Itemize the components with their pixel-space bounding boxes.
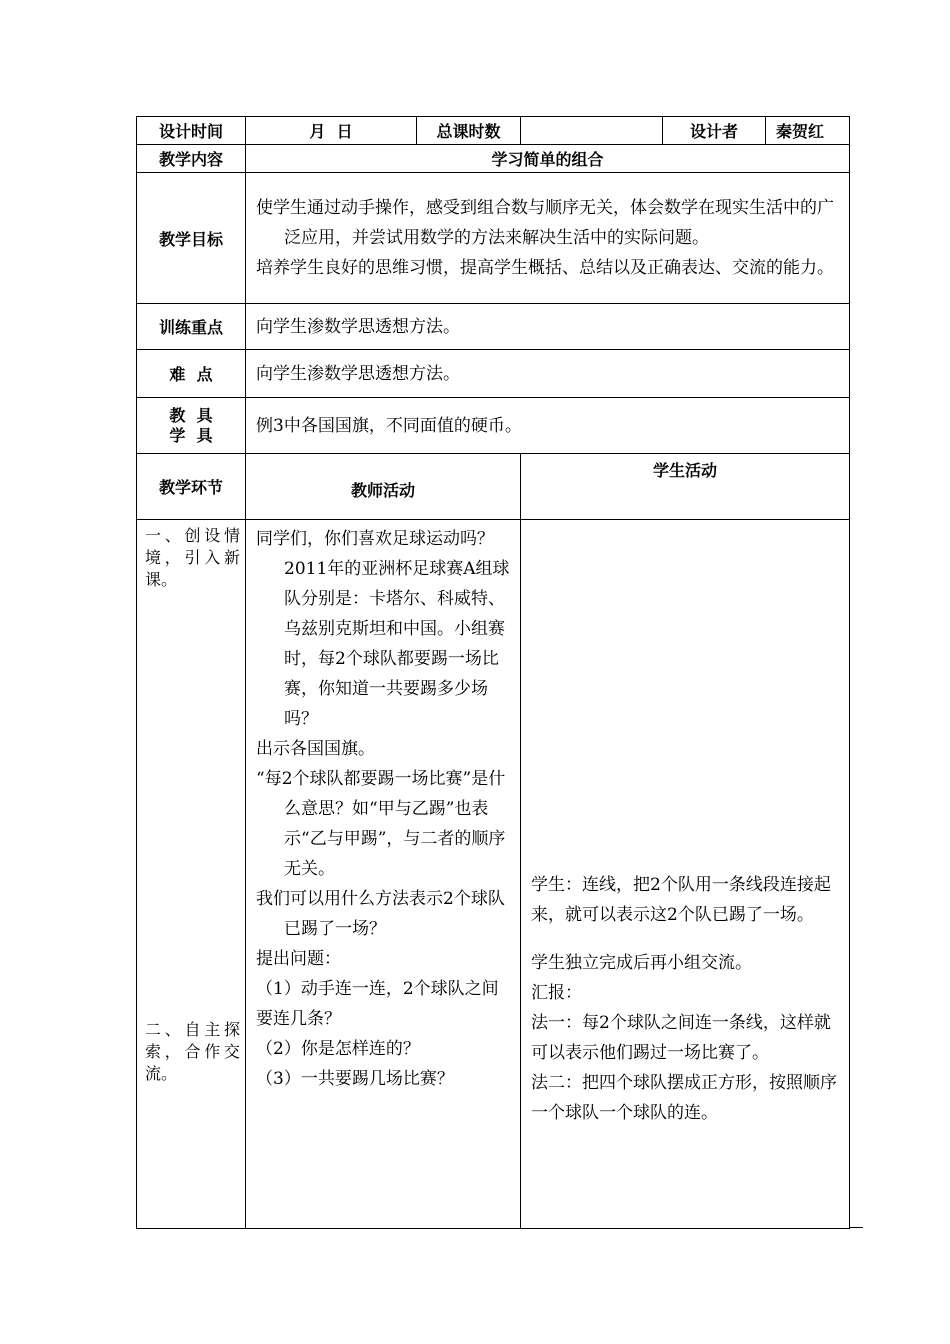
tools-label xyxy=(137,398,246,454)
key-point-value: 向学生渗数学思透想方法。 xyxy=(246,304,850,350)
teacher-activity: （1）动手连一连，2个球队之间要连几条？ xyxy=(256,979,499,1029)
content-value: 学习简单的组合 xyxy=(246,145,850,173)
content-row xyxy=(137,145,850,173)
difficulty-value: 向学生渗数学思透想方法。 xyxy=(246,350,850,398)
teacher-activity: （2）你是怎样连的？ xyxy=(256,1039,420,1059)
student-activity-column xyxy=(521,520,850,1229)
tools-row xyxy=(137,398,850,454)
total-hours-value xyxy=(521,117,663,145)
teaching-tools-label: 教 具 xyxy=(169,405,213,425)
key-point-label: 训练重点 xyxy=(137,304,246,350)
teacher-activity-column xyxy=(246,520,521,1229)
student-activity: 学生：连线，把2个队用一条线段连接起来，就可以表示这2个队已踢了一场。 xyxy=(531,875,831,925)
objective-item: 使学生通过动手操作，感受到组合数与顺序无关，体会数学在现实生活中的广泛应用，并尝试用数学的方法来解决生活中的实际问题。 xyxy=(256,198,834,248)
designer-name: 秦贺红 xyxy=(766,117,850,145)
objectives-row xyxy=(137,173,850,304)
teacher-activity: （3）一共要踢几场比赛？ xyxy=(256,1069,454,1089)
learning-tools-label: 学 具 xyxy=(169,425,213,445)
difficulty-label: 难 点 xyxy=(137,350,246,398)
objective-item: 培养学生良好的思维习惯，提高学生概括、总结以及正确表达、交流的能力。 xyxy=(256,258,834,278)
student-activity: 法二：把四个球队摆成正方形，按照顺序一个球队一个球队的连。 xyxy=(531,1073,837,1123)
student-activity: 法一：每2个球队之间连一条线，这样就可以表示他们踢过一场比赛了。 xyxy=(531,1013,831,1063)
content-label: 教学内容 xyxy=(137,145,246,173)
teacher-activity-header: 教师活动 xyxy=(246,454,521,520)
total-hours-label: 总课时数 xyxy=(417,117,521,145)
designer-label: 设计者 xyxy=(663,117,766,145)
date-value: 月 日 xyxy=(246,117,417,145)
student-activity: 汇报： xyxy=(531,983,582,1003)
process-header-row xyxy=(137,454,850,520)
teacher-activity: 提出问题： xyxy=(256,949,341,969)
key-point-row xyxy=(137,304,850,350)
stage-header: 教学环节 xyxy=(137,454,246,520)
spacer xyxy=(531,930,839,948)
objectives-label: 教学目标 xyxy=(137,173,246,304)
tools-value: 例3中各国国旗，不同面值的硬币。 xyxy=(246,398,850,454)
header-row xyxy=(137,117,850,145)
teacher-activity: “每2个球队都要踢一场比赛”是什么意思？如“甲与乙踢”也表示“乙与甲踢”，与二者的顺序无关。 xyxy=(256,769,506,879)
teacher-activity: 我们可以用什么方法表示2个球队已踢了一场？ xyxy=(256,889,505,939)
lesson-plan-table xyxy=(136,116,850,1229)
objectives-content xyxy=(246,173,850,304)
stage-item: 一、创设情境，引入新课。 xyxy=(145,526,240,589)
teacher-activity: 出示各国国旗。 xyxy=(256,739,375,759)
student-activity: 学生独立完成后再小组交流。 xyxy=(531,953,752,973)
lesson-plan-sheet xyxy=(136,116,849,1229)
difficulty-row xyxy=(137,350,850,398)
stage-column xyxy=(137,520,246,1229)
stage-item: 二、自主探索，合作交流。 xyxy=(145,1020,240,1083)
date-label: 设计时间 xyxy=(137,117,246,145)
page-edge-line xyxy=(849,1227,863,1228)
student-activity-header: 学生活动 xyxy=(521,454,850,520)
process-body-row xyxy=(137,520,850,1229)
teacher-activity: 同学们，你们喜欢足球运动吗？2011年的亚洲杯足球赛A组球队分别是：卡塔尔、科威特、乌兹别克斯坦和中国。小组赛时，每2个球队都要踢一场比赛，你知道一共要踢多少场吗？ xyxy=(256,529,510,729)
